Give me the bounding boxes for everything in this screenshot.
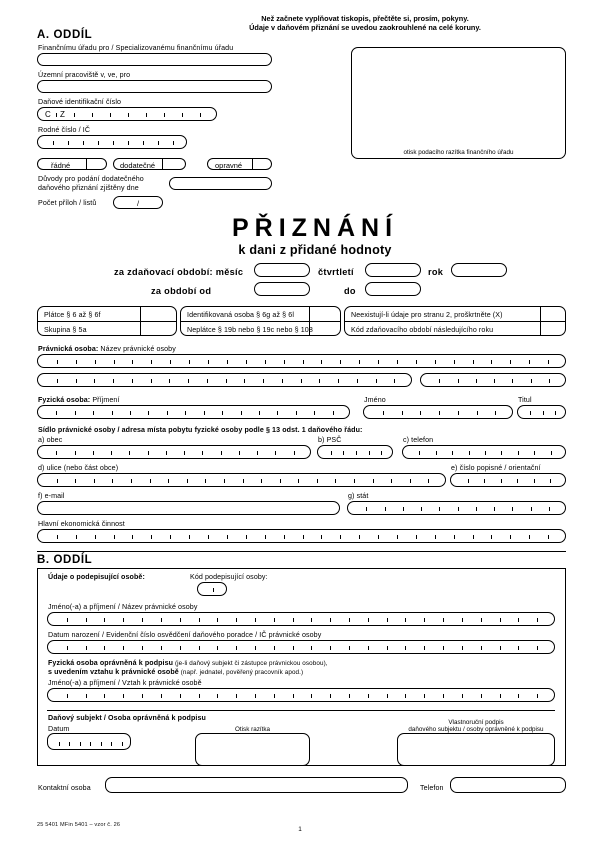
label-reason-line-1: Důvody pro podání dodatečného [38,175,144,183]
input-financial-office[interactable] [37,53,272,66]
tax-id-prefix-c: C [45,110,51,119]
label-title: Titul [518,396,532,404]
flag-checkbox-neplatce[interactable] [308,321,341,336]
label-reason-line-2: daňového přiznání zjištěny dne [38,184,139,192]
input-signature-date[interactable] [47,733,131,750]
label-auth-person-bold-1: Fyzická osoba oprávněná k podpisu [48,659,174,667]
label-legal-entity-rest: Název právnické osoby [98,345,176,353]
flag-checkbox-skupina[interactable] [139,321,177,336]
label-birth-number: Rodné číslo / IČ [38,126,91,134]
flag-label-neplatce: Neplátce § 19b nebo § 19c nebo § 108 [187,326,313,334]
input-period-from[interactable] [254,282,310,296]
page-subtitle: k dani z přidané hodnoty [238,243,392,257]
input-territorial-office[interactable] [37,80,272,93]
label-legal-entity-bold: Právnická osoba: [38,345,99,353]
footer-page-number: 1 [298,826,302,833]
label-period-year: rok [428,267,444,277]
input-main-activity[interactable] [37,529,566,543]
label-period-quarter: čtvrtletí [318,267,354,277]
footer-form-code: 25 5401 MFin 5401 – vzor č. 26 [37,822,121,828]
label-contact-person: Kontaktní osoba [38,784,91,792]
input-contact-phone[interactable] [450,777,566,793]
label-attachments: Počet příloh / listů [38,199,97,207]
label-natural-person-bold: Fyzická osoba: [38,396,91,404]
label-address-email: f) e-mail [38,492,65,500]
flag-label-identifikovana: Identifikovaná osoba § 6g až § 6l [187,311,295,319]
input-signature-area[interactable] [397,733,555,766]
office-stamp-caption: otisk podacího razítka finančního úřadu [403,149,514,156]
input-legal-entity-name-3[interactable] [420,373,566,387]
flag-label-skupina: Skupina § 5a [44,326,87,334]
input-first-name[interactable] [363,405,513,419]
input-title[interactable] [517,405,566,419]
flag-checkbox-platce[interactable] [139,306,177,321]
input-surname[interactable] [37,405,350,419]
input-period-to[interactable] [365,282,421,296]
label-period-to: do [344,286,356,296]
label-relation: Jméno(-a) a příjmení / Vztah k právnické osobě [48,679,202,687]
label-legal-entity [38,345,176,353]
input-period-month[interactable] [254,263,310,277]
flag-checkbox-no-page2-data[interactable] [539,306,566,321]
input-reason-date[interactable] [169,177,272,190]
label-signature-line-1: Vlastnoruční podpis [448,719,504,726]
input-address-phone[interactable] [402,445,566,459]
attachments-separator: / [136,199,140,208]
label-period-from: za období od [151,286,212,296]
header-note-line-1: Než začnete vyplňovat tiskopis, přečtěte si, prosím, pokyny. [261,14,469,23]
input-signer-name[interactable] [47,612,555,626]
label-signer-code: Kód podepisující osoby: [190,573,268,581]
label-financial-office: Finančnímu úřadu pro / Specializovanému finančnímu úřadu [38,44,234,52]
label-auth-person-2 [48,668,303,676]
flag-label-platce: Plátce § 6 až § 6f [44,311,101,319]
label-signature-date: Datum [48,725,70,733]
flag-checkbox-identifikovana[interactable] [308,306,341,321]
label-address-house-number: e) číslo popisné / orientační [451,464,541,472]
input-signer-code[interactable] [197,582,227,596]
input-legal-entity-name-2[interactable] [37,373,412,387]
signature-area-divider [47,710,555,711]
input-address-zip[interactable] [317,445,393,459]
input-stamp-area[interactable] [195,733,310,766]
label-signer-name: Jméno(-a) a příjmení / Název právnické osoby [48,603,198,611]
page-title: PŘIZNÁNÍ [231,214,399,242]
label-period-month: za zdaňovací období: měsíc [114,267,244,277]
label-signer-data: Údaje o podepisující osobě: [48,573,145,581]
label-signer-birth-id: Datum narození / Evidenční číslo osvědčení daňového poradce / IČ právnické osoby [48,631,322,639]
flag-label-next-year-code: Kód zdaňovacího období následujícího roku [351,326,494,334]
label-address-zip: b) PSČ [318,436,342,444]
label-address-phone: c) telefon [403,436,434,444]
label-territorial-office: Územní pracoviště v, ve, pro [38,71,131,79]
input-address-country[interactable] [347,501,566,515]
label-dodatecne: dodatečné [120,161,156,170]
label-opravne: opravné [215,161,243,170]
label-address-country: g) stát [348,492,369,500]
section-divider [37,551,566,552]
label-tax-id: Daňové identifikační číslo [38,98,122,106]
checkbox-group-radne[interactable] [37,158,107,170]
label-subject-heading: Daňový subjekt / Osoba oprávněná k podpisu [48,714,206,722]
label-natural-person-rest: Příjmení [90,396,120,404]
label-auth-person-rest-2: (např. jednatel, pověřený pracovník apod.) [178,669,304,676]
input-period-year[interactable] [451,263,507,277]
input-address-email[interactable] [37,501,340,515]
input-contact-person[interactable] [105,777,408,793]
input-address-city[interactable] [37,445,311,459]
tax-id-prefix-z: Z [60,110,65,119]
input-address-house-number[interactable] [450,473,566,487]
label-address-street: d) ulice (nebo část obce) [38,464,119,472]
label-address-heading: Sídlo právnické osoby / adresa místa pobytu fyzické osoby podle § 13 odst. 1 daňového řádu: [38,426,363,434]
input-signer-birth-id[interactable] [47,640,555,654]
label-signature-line-2: daňového subjektu / osoby oprávněné k podpisu [408,726,544,733]
input-period-quarter[interactable] [365,263,421,277]
label-auth-person-rest-1: (je-li daňový subjekt či zástupce právnickou osobou), [173,660,328,667]
input-relation[interactable] [47,688,555,702]
input-legal-entity-name-1[interactable] [37,354,566,368]
header-note-line-2: Údaje v daňovém přiznání se uvedou zaokrouhlené na celé koruny. [249,23,481,32]
label-auth-person-bold-2: s uvedením vztahu k právnické osobě [48,668,179,676]
label-main-activity: Hlavní ekonomická činnost [38,520,125,528]
input-birth-number[interactable] [37,135,187,149]
label-first-name: Jméno [364,396,386,404]
section-b-title: B. ODDÍL [37,554,93,566]
label-stamp: Otisk razítka [235,726,270,733]
flag-checkbox-next-year-code[interactable] [539,321,566,336]
section-a-title: A. ODDÍL [37,29,93,41]
label-radne: řádné [51,161,71,170]
input-address-street[interactable] [37,473,446,487]
flag-label-no-page2-data: Neexistují-li údaje pro stranu 2, proškrtněte (X) [351,311,503,319]
label-natural-person [38,396,120,404]
label-address-city: a) obec [38,436,63,444]
label-auth-person-1 [48,659,328,667]
label-contact-phone: Telefon [420,784,444,792]
office-stamp-box [351,47,566,159]
